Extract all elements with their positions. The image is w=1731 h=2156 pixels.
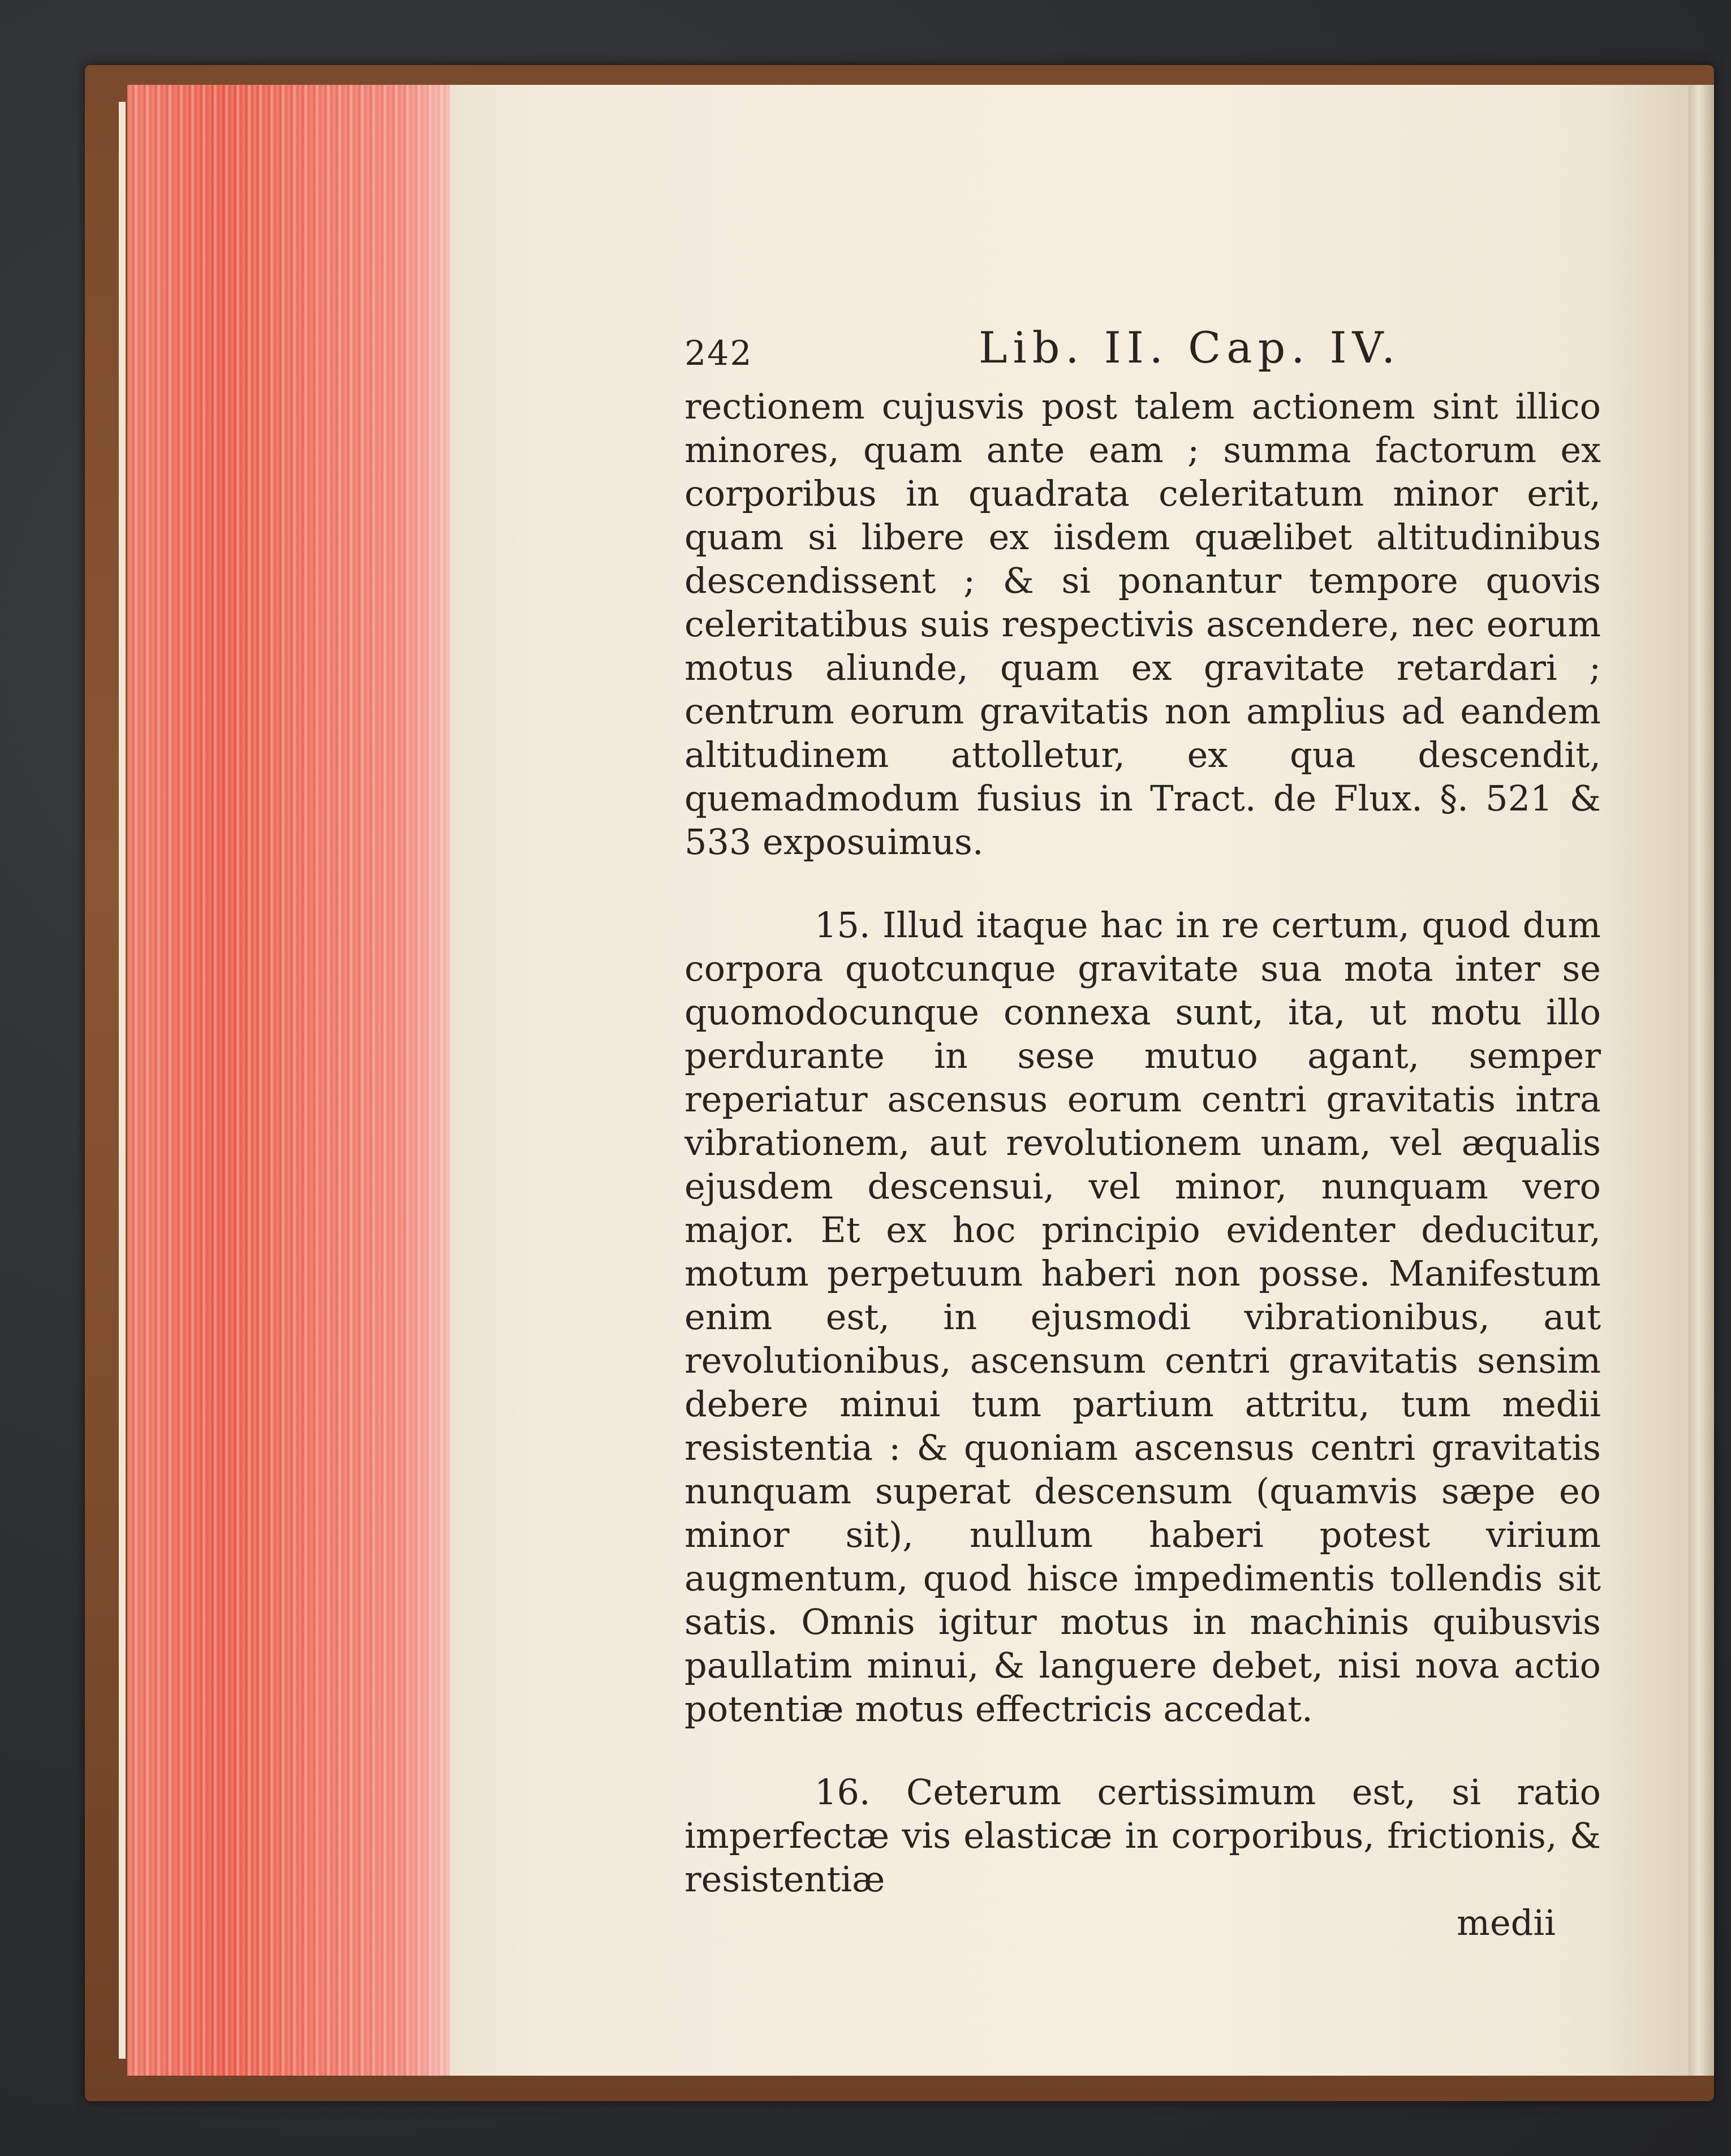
page-gutter <box>1689 85 1714 2076</box>
page-header <box>684 317 1601 385</box>
continuation-paragraph: rectionem cujusvis post talem actionem sint illico minores, quam ante eam ; summa factorum ex corporibus in quadrata celeritatum minor erit, quam si libere ex iisdem quælibet altitudinibus descendissent ; & si ponantur tempore quovis celeritatibus suis respectivis ascendere, nec eorum motus aliunde, quam ex gravitate retardari ; centrum eorum gravitatis non amplius ad eandem altitudinem attolletur, ex qua descendit, quemadmodum fusius in Tract. de Flux. §. 521 & 533 exposuimus. <box>684 386 1601 863</box>
paragraph-15: 15. Illud itaque hac in re certum, quod dum corpora quotcunque gravitate sua mota inter se quomodocunque connexa sunt, ita, ut motu illo perdurante in sese mutuo agant, semper reperiatur ascensus eorum centri gravitatis intra vibrationem, aut revolutionem unam, vel æqualis ejusdem descensui, vel minor, nunquam vero major. Et ex hoc principio evidenter deducitur, motum perpetuum haberi non posse. Manifestum enim est, in ejusmodi vibrationibus, aut revolutionibus, ascensum centri gravitatis sensim debere minui tum partium attritu, tum medii resistentia : & quoniam ascensus centri gravitatis nunquam superat descensum (quamvis sæpe eo minor sit), nullum haberi potest virium augmentum, quod hisce impedimentis tollendis sit satis. Omnis igitur motus in machinis quibusvis paullatim minui, & languere debet, nisi nova actio potentiæ motus effectricis accedat. <box>684 904 1601 1730</box>
page-block-edge <box>127 85 451 2076</box>
page-number: 242 <box>684 334 753 373</box>
page-edge-highlight <box>119 102 126 2059</box>
catchword: medii <box>1457 1902 1556 1943</box>
paragraph-16: 16. Ceterum certissimum est, si ratio imperfectæ vis elasticæ in corporibus, frictionis, & resistentiæ <box>684 1771 1601 1900</box>
running-head: Lib. II. Cap. IV. <box>979 322 1401 373</box>
page-text <box>684 317 1601 1944</box>
